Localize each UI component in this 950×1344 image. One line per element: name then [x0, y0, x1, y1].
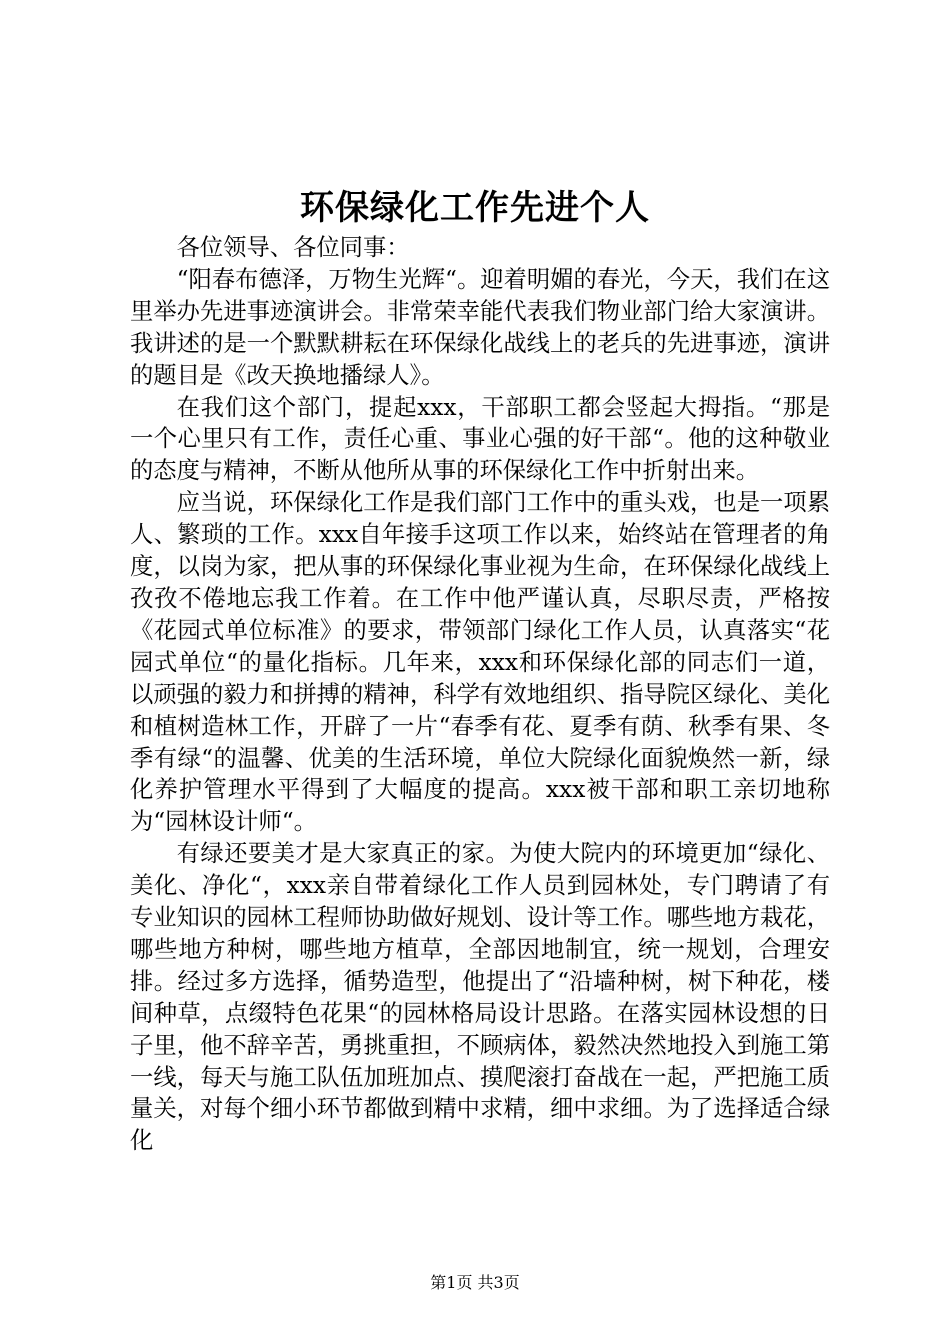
page-title: 环保绿化工作先进个人 [300, 188, 650, 228]
paragraph-department: 在我们这个部门，提起xxx，干部职工都会竖起大拇指。“那是一个心里只有工作，责任心重、事业心强的好干部“。他的这种敬业的态度与精神，不断从他所从事的环保绿化工作中折射出来。 [130, 393, 830, 485]
paragraph-greening-work: 应当说，环保绿化工作是我们部门工作中的重头戏，也是一项累人、繁琐的工作。xxx自年接手这项工作以来，始终站在管理者的角度，以岗为家，把从事的环保绿化事业视为生命，在环保绿化战线上孜孜不倦地忘我工作着。在工作中他严谨认真，尽职尽责，严格按《花园式单位标准》的要求，带领部门绿化工作人员，认真落实“花园式单位“的量化指标。几年来，xxx和环保绿化部的同志们一道，以顽强的毅力和拼搏的精神，科学有效地组织、指导院区绿化、美化和植树造林工作，开辟了一片“春季有花、夏季有荫、秋季有果、冬季有绿“的温馨、优美的生活环境，单位大院绿化面貌焕然一新，绿化养护管理水平得到了大幅度的提高。xxx被干部和职工亲切地称为“园林设计师“。 [130, 489, 830, 836]
paragraph-intro: “阳春布德泽，万物生光辉“。迎着明媚的春光，今天，我们在这里举办先进事迹演讲会。非常荣幸能代表我们物业部门给大家演讲。我讲述的是一个默默耕耘在环保绿化战线上的老兵的先进事迹，演讲的题目是《改天换地播绿人》。 [130, 265, 830, 389]
paragraph-landscape-design: 有绿还要美才是大家真正的家。为使大院内的环境更加“绿化、美化、净化“，xxx亲自带着绿化工作人员到园林处，专门聘请了有专业知识的园林工程师协助做好规划、设计等工作。哪些地方栽花，哪些地方种树，哪些地方植草，全部因地制宜，统一规划，合理安排。经过多方选择，循势造型，他提出了“沿墙种树，树下种花，楼间种草，点缀特色花果“的园林格局设计思路。在落实园林设想的日子里，他不辞辛苦，勇挑重担，不顾病体，毅然决然地投入到施工第一线，每天与施工队伍加班加点、摸爬滚打奋战在一起，严把施工质量关，对每个细小环节都做到精中求精，细中求细。为了选择适合绿化 [130, 840, 830, 1155]
page-footer: 第1页 共3页 [430, 1273, 520, 1292]
salutation: 各位领导、各位同事： [176, 234, 410, 261]
document-body [130, 232, 830, 1157]
